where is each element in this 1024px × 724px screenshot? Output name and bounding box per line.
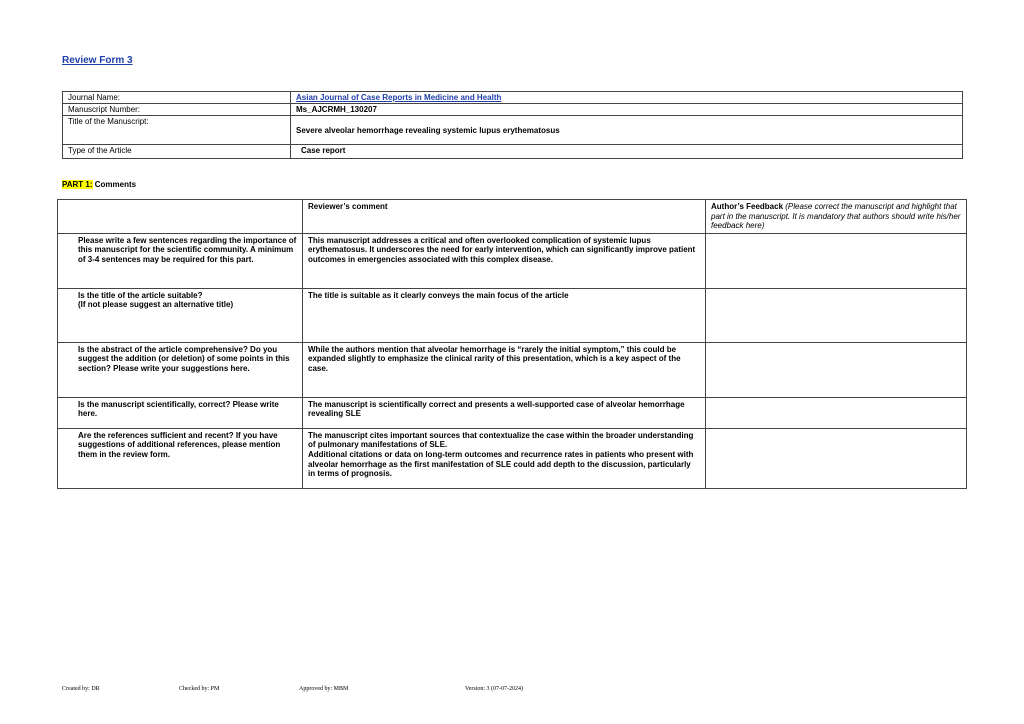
question-cell: Is the manuscript scientifically, correct? Please write here. [58,397,303,428]
author-feedback-cell[interactable] [706,233,967,288]
footer-version: Version: 3 (07-07-2024) [465,686,523,692]
manuscript-title-value [291,116,963,145]
question-cell: Are the references sufficient and recent? If you have suggestions of additional references, please mention them in the review form. [58,428,303,488]
author-feedback-cell[interactable] [706,428,967,488]
reviewer-comment-cell: While the authors mention that alveolar hemorrhage is “rarely the initial symptom,” this could be expanded slightly to emphasize the clinical rarity of this presentation, which is a key aspect of the case. [303,342,706,397]
table-row [58,397,967,428]
part-label: PART 1: [62,180,93,189]
author-feedback-cell[interactable] [706,342,967,397]
reviewer-comment-cell: This manuscript addresses a critical and often overlooked complication of systemic lupus erythematosus. It underscores the need for early intervention, which can significantly improve patient outcomes in emergencies associated with this complex disease. [303,233,706,288]
part-label-highlight [62,180,93,189]
article-type-text: Case report [301,146,346,155]
journal-name-value[interactable] [291,92,963,104]
table-row [63,92,963,104]
author-feedback-note: (Please correct the manuscript and highlight that part in the manuscript. It is mandatory that authors should write his/her feedback here) [711,202,961,231]
manuscript-title-text: Severe alveolar hemorrhage revealing systemic lupus erythematosus [296,125,560,135]
part-1-heading [62,180,136,189]
table-row [63,104,963,116]
form-title: Review Form 3 [62,55,133,66]
reviewer-comment-cell: The manuscript cites important sources that contextualize the case within the broader understanding of pulmonary manifestations of SLE. Additional citations or data on long-term outcomes and recurrence rates in patients who present with alveolar hemorrhage as the first manifestation of SLE could add depth to the discussion, particularly in terms of prognosis. [303,428,706,488]
footer-checked-by: Checked by: PM [179,686,220,692]
manuscript-title-label: Title of the Manuscript: [63,116,291,145]
question-cell: Is the title of the article suitable? (If not please suggest an alternative title) [58,288,303,342]
manuscript-info-table [62,91,963,159]
comments-table [57,199,967,489]
reviewer-comment-cell: The title is suitable as it clearly conveys the main focus of the article [303,288,706,342]
table-row [58,233,967,288]
footer-approved-by: Approved by: MBM [299,686,349,692]
table-row [63,145,963,159]
table-row [58,428,967,488]
author-feedback-header [706,200,967,234]
manuscript-number-value: Ms_AJCRMH_130207 [291,104,963,116]
reviewer-comment-cell: The manuscript is scientifically correct and presents a well-supported case of alveolar hemorrhage revealing SLE [303,397,706,428]
question-cell: Is the abstract of the article comprehensive? Do you suggest the addition (or deletion) of some points in this section? Please write your suggestions here. [58,342,303,397]
author-feedback-title: Author’s Feedback [711,202,784,211]
header-empty-cell [58,200,303,234]
author-feedback-cell[interactable] [706,288,967,342]
article-type-value [291,145,963,159]
journal-name-label: Journal Name: [63,92,291,104]
part-title: Comments [94,180,137,189]
table-row [58,288,967,342]
author-feedback-cell[interactable] [706,397,967,428]
header-row [58,200,967,234]
article-type-label: Type of the Article [63,145,291,159]
manuscript-number-label: Manuscript Number: [63,104,291,116]
question-cell: Please write a few sentences regarding the importance of this manuscript for the scientific community. A minimum of 3-4 sentences may be required for this part. [58,233,303,288]
reviewer-comment-header: Reviewer’s comment [303,200,706,234]
table-row [58,342,967,397]
table-row [63,116,963,145]
journal-name-link[interactable]: Asian Journal of Case Reports in Medicine and Health [296,93,502,102]
footer-created-by: Created by: DR [62,686,100,692]
